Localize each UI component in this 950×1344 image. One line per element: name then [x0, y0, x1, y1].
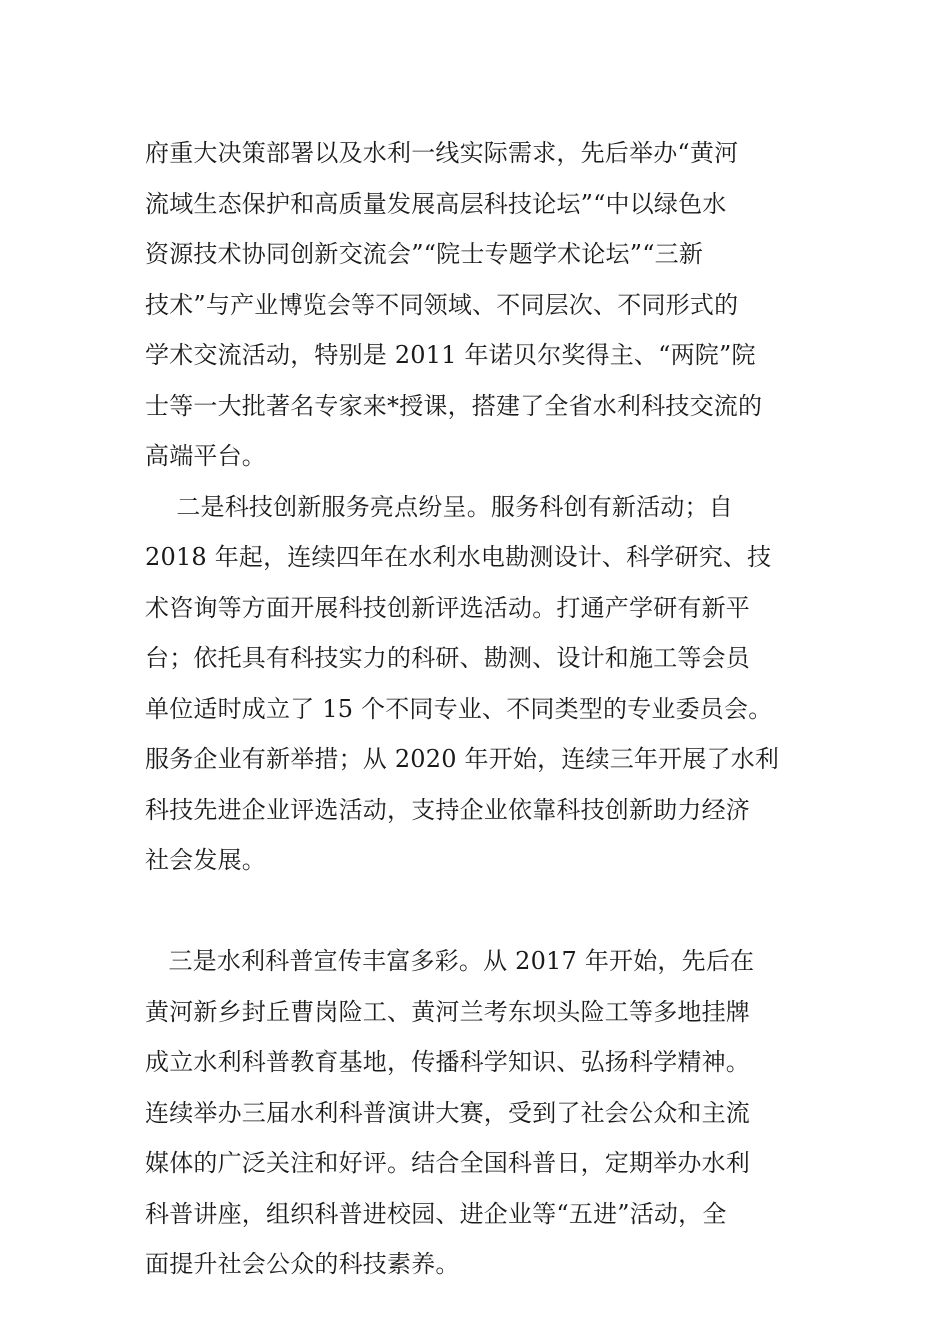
text-line: 媒体的广泛关注和好评。结合全国科普日，定期举办水利 [145, 1149, 750, 1177]
body-text [145, 128, 810, 1290]
text-line: 高端平台。 [145, 442, 266, 470]
text-line: 科普讲座，组织科普进校园、进企业等“五进”活动，全 [145, 1199, 727, 1228]
text-line: 成立水利科普教育基地，传播科学知识、弘扬科学精神。 [145, 1048, 750, 1076]
text-line: 黄河新乡封丘曹岗险工、黄河兰考东坝头险工等多地挂牌 [145, 997, 750, 1026]
text-line: 台；依托具有科技实力的科研、勘测、设计和施工等会员 [145, 644, 750, 672]
text-line: 科技先进企业评选活动，支持企业依靠科技创新助力经济 [145, 795, 750, 824]
paragraph-innovation-services [145, 482, 810, 937]
text-line: 服务企业有新举措；从 2020 年开始，连续三年开展了水利 [145, 745, 780, 773]
text-line: 士等一大批著名专家来*授课，搭建了全省水利科技交流的 [145, 391, 763, 420]
text-line: 三是水利科普宣传丰富多彩。从 2017 年开始，先后在 [145, 947, 755, 975]
text-line [145, 886, 810, 937]
paragraph-forums [145, 128, 810, 482]
text-line: 连续举办三届水利科普演讲大赛，受到了社会公众和主流 [145, 1098, 750, 1127]
text-line: 社会发展。 [145, 846, 266, 874]
text-line: 技术”与产业博览会等不同领域、不同层次、不同形式的 [145, 290, 739, 319]
text-line: 2018 年起，连续四年在水利水电勘测设计、科学研究、技 [145, 543, 772, 571]
text-line: 二是科技创新服务亮点纷呈。服务科创有新活动；自 [145, 492, 733, 521]
text-line: 资源技术协同创新交流会”“院士专题学术论坛”“三新 [145, 240, 704, 268]
paragraph-science-popularization [145, 936, 810, 1290]
text-line: 单位适时成立了 15 个不同专业、不同类型的专业委员会。 [145, 694, 773, 723]
text-line: 流域生态保护和高质量发展高层科技论坛”“中以绿色水 [145, 189, 727, 218]
text-line: 术咨询等方面开展科技创新评选活动。打通产学研有新平 [145, 593, 750, 622]
text-line: 学术交流活动，特别是 2011 年诺贝尔奖得主、“两院”院 [145, 341, 756, 369]
text-line: 府重大决策部署以及水利一线实际需求，先后举办“黄河 [145, 139, 739, 167]
text-line: 面提升社会公众的科技素养。 [145, 1250, 460, 1278]
